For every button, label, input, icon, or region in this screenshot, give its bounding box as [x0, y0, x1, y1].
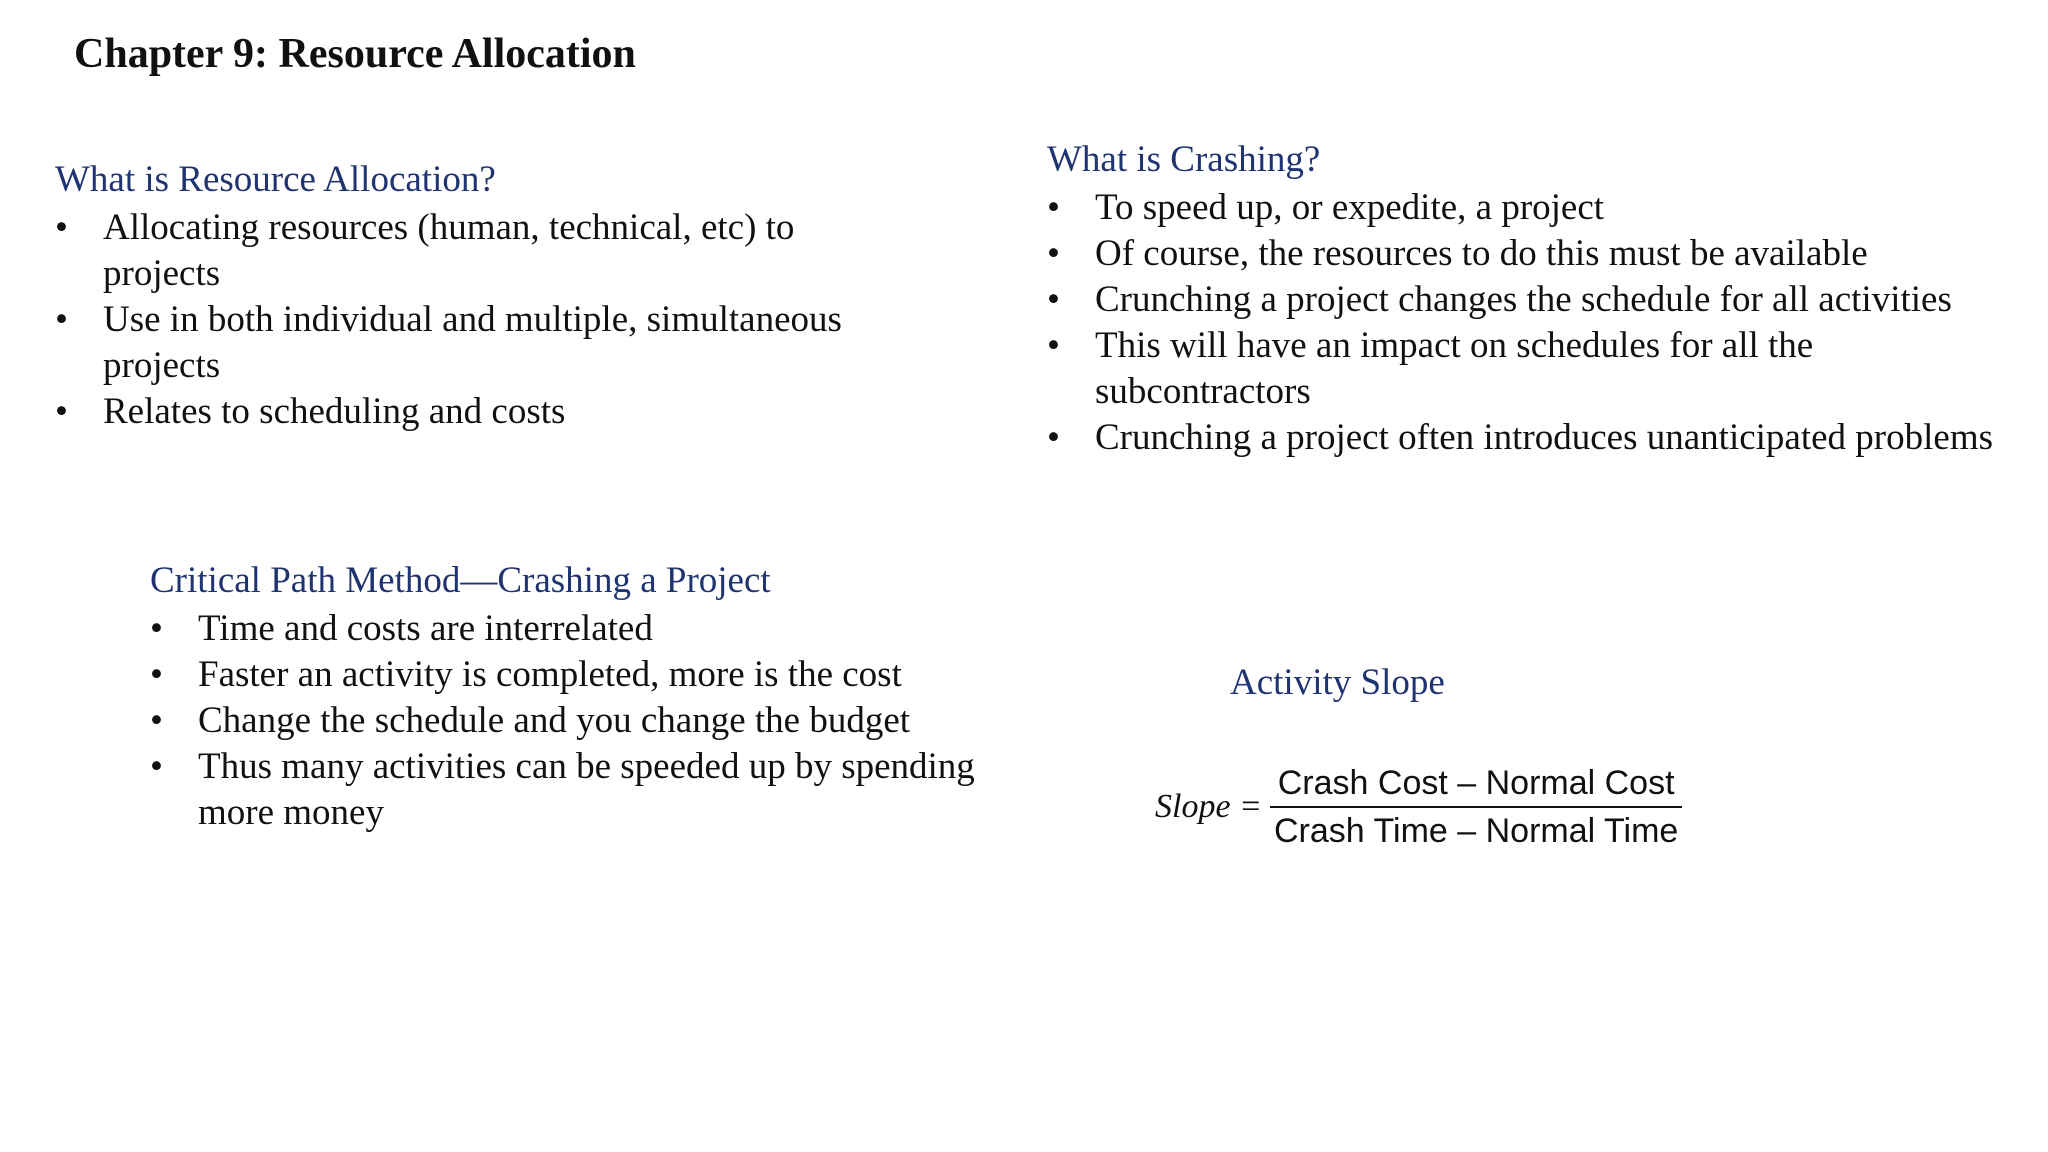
formula-numerator: Crash Cost – Normal Cost — [1277, 764, 1675, 802]
critical-path-list — [150, 606, 1010, 836]
list-item: • Allocating resources (human, technical, etc) to projects — [55, 205, 895, 297]
activity-slope-section — [1230, 660, 1445, 708]
resource-allocation-list — [55, 205, 895, 435]
critical-path-section — [150, 558, 1010, 836]
formula-denominator: Crash Time – Normal Time — [1273, 812, 1679, 850]
list-item: • Of course, the resources to do this must be available — [1047, 231, 2027, 277]
formula-fraction — [1270, 762, 1682, 852]
list-item: • Faster an activity is completed, more is the cost — [150, 652, 1010, 698]
list-item: • Crunching a project often introduces unanticipated problems — [1047, 415, 2027, 461]
resource-allocation-section — [55, 157, 895, 435]
crashing-list — [1047, 185, 2027, 461]
list-item: • Thus many activities can be speeded up by spending more money — [150, 744, 1010, 836]
list-item: • This will have an impact on schedules for all the subcontractors — [1047, 323, 2027, 415]
critical-path-heading: Critical Path Method—Crashing a Project — [150, 560, 771, 601]
chapter-title: Chapter 9: Resource Allocation — [74, 31, 636, 77]
list-item: • Time and costs are interrelated — [150, 606, 1010, 652]
activity-slope-heading: Activity Slope — [1230, 662, 1445, 703]
list-item: • Change the schedule and you change the budget — [150, 698, 1010, 744]
list-item: • Use in both individual and multiple, simultaneous projects — [55, 297, 895, 389]
resource-allocation-heading: What is Resource Allocation? — [55, 159, 496, 200]
formula-lhs: Slope = — [1155, 788, 1262, 825]
fraction-bar — [1270, 806, 1682, 808]
slope-formula — [1155, 762, 1682, 852]
crashing-section — [1047, 137, 2027, 461]
crashing-heading: What is Crashing? — [1047, 139, 1321, 180]
list-item: • Relates to scheduling and costs — [55, 389, 895, 435]
list-item: • Crunching a project changes the schedule for all activities — [1047, 277, 2027, 323]
list-item: • To speed up, or expedite, a project — [1047, 185, 2027, 231]
